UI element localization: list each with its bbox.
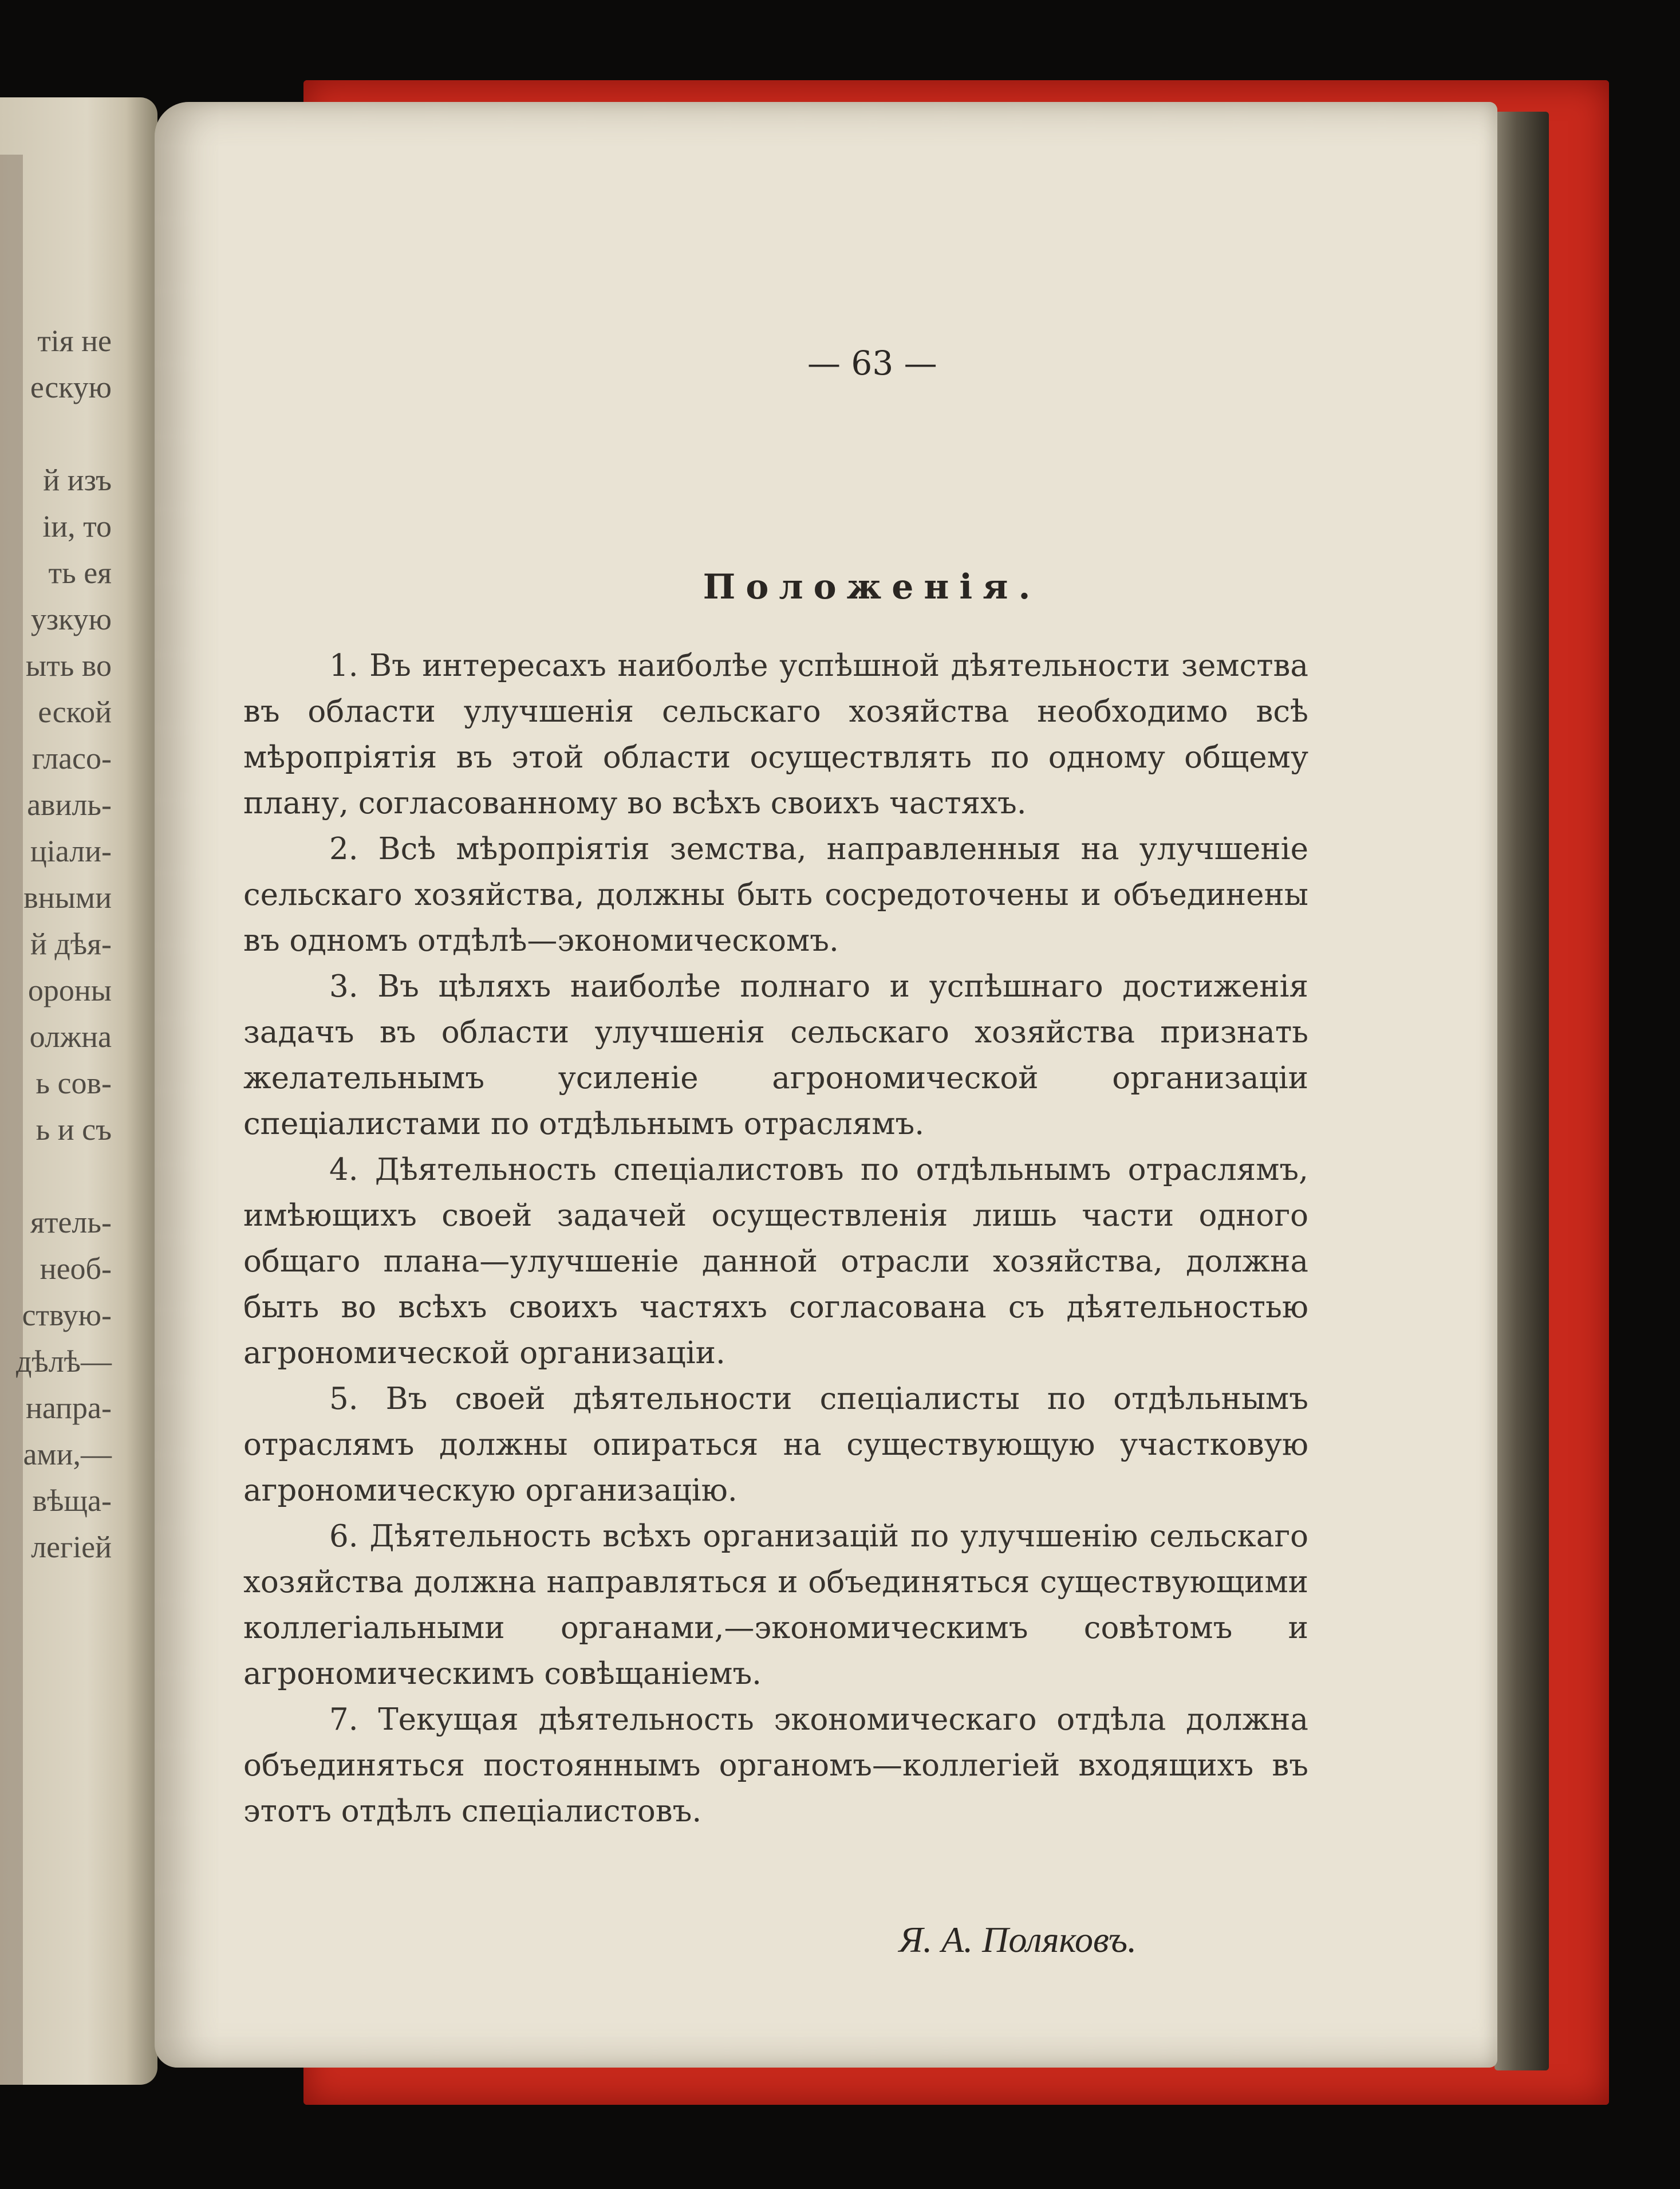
left-fragment: ь и съ — [36, 1112, 112, 1147]
left-fragment: іи, то — [42, 509, 112, 544]
left-fragment: ствую- — [22, 1298, 112, 1332]
left-fragment: ами,— — [23, 1437, 112, 1471]
page-edges — [1494, 112, 1549, 2070]
thesis-paragraph: 2. Всѣ мѣропріятія земства, направленныя на улучшеніе сельскаго хозяйства, должны быть сосредоточены и объединены въ одномъ отдѣлѣ—экономическомъ. — [243, 832, 1308, 958]
left-fragment: ороны — [27, 973, 112, 1007]
section-heading: Положенія. — [703, 567, 1041, 607]
left-fragment: напра- — [25, 1391, 112, 1425]
left-fragment: ь сов- — [36, 1066, 112, 1100]
left-fragment: вѣща- — [32, 1483, 112, 1518]
page-number: — 63 — — [807, 344, 937, 383]
left-fragment: й изъ — [43, 463, 112, 497]
author-signature: Я. А. Поляковъ. — [899, 1919, 1137, 1960]
left-fragment: легіей — [31, 1530, 112, 1564]
left-fragment: еской — [38, 695, 112, 729]
thesis-paragraph: 6. Дѣятельность всѣхъ организацій по улучшенію сельскаго хозяйства должна направляться и объединяться существующими коллегіальными органами,—экономическимъ совѣтомъ и агрономическимъ совѣщаніемъ. — [243, 1519, 1308, 1691]
left-fragment: необ- — [40, 1251, 112, 1286]
thesis-paragraph: 1. Въ интересахъ наиболѣе успѣшной дѣятельности земства въ области улучшенія сельскаго хозяйства необходимо всѣ мѣропріятія въ этой области осуществлять по одному общему плану, согласованному во всѣхъ своихъ частяхъ. — [243, 648, 1308, 821]
right-page — [155, 102, 1497, 2068]
left-fragment: ятель- — [30, 1205, 112, 1239]
left-fragment: ескую — [30, 370, 112, 404]
left-fragment: й дѣя- — [30, 927, 112, 961]
left-fragment: ть ея — [48, 556, 112, 590]
left-fragment: узкую — [30, 602, 112, 636]
left-fragment — [0, 1153, 112, 1199]
left-fragment: гласо- — [31, 741, 112, 775]
left-page — [0, 97, 157, 2085]
left-fragment: олжна — [29, 1019, 112, 1054]
thesis-paragraph: 4. Дѣятельность спеціалистовъ по отдѣльнымъ отраслямъ, имѣющихъ своей задачей осуществленія лишь части одного общаго плана—улучшеніе данной отрасли хозяйства, должна быть во всѣхъ своихъ частяхъ согласована съ дѣятельностью агрономической организаціи. — [243, 1152, 1308, 1371]
left-fragment: ыть во — [25, 648, 112, 683]
thesis-paragraph: 5. Въ своей дѣятельности спеціалисты по отдѣльнымъ отраслямъ должны опираться на существующую участковую агрономическую организацію. — [243, 1381, 1308, 1508]
left-fragment — [0, 411, 112, 457]
thesis-paragraph: 7. Текущая дѣятельность экономическаго отдѣла должна объединяться постояннымъ органомъ—коллегіей входящихъ въ этотъ отдѣлъ спеціалистовъ. — [243, 1702, 1308, 1829]
left-fragment: дѣлѣ— — [15, 1344, 112, 1379]
thesis-paragraph: 3. Въ цѣляхъ наиболѣе полнаго и успѣшнаго достиженія задачъ въ области улучшенія сельскаго хозяйства признать желательнымъ усиленіе агрономической организаціи спеціалистами по отдѣльнымъ отраслямъ. — [243, 969, 1308, 1141]
left-page-text-fragments — [0, 318, 112, 1570]
left-fragment: ціали- — [30, 834, 112, 868]
left-fragment: авиль- — [27, 788, 112, 822]
theses-list — [243, 643, 1308, 1834]
left-fragment: тія не — [37, 324, 112, 358]
left-fragment: вными — [23, 880, 112, 915]
